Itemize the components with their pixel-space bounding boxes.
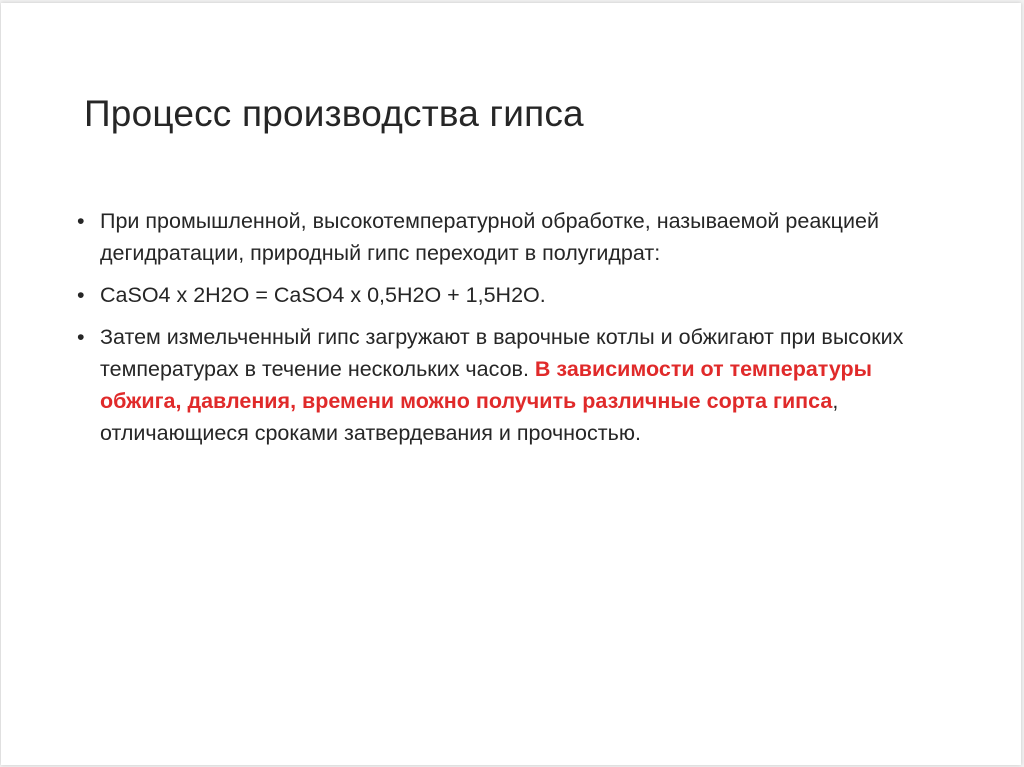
- highlighted-text: В зависимости от температуры обжига, давления, времени можно получить различные сорта гипса: [100, 357, 873, 413]
- bullet-item-process: [75, 321, 955, 449]
- slide: [1, 3, 1021, 765]
- bullet-dot-icon: •: [77, 209, 85, 233]
- bullet-item-formula: [75, 279, 955, 311]
- bullet-dot-icon: •: [77, 283, 85, 307]
- bullet-item-intro: [75, 205, 955, 269]
- formula-text: CaSO4 x 2H2O = CaSO4 x 0,5H2O + 1,5H2O.: [100, 283, 546, 307]
- bullet-text: Затем измельченный гипс загружают в варочные котлы и обжигают при высоких температурах в течение нескольких часов.: [100, 325, 904, 381]
- slide-title: Процесс производства гипса: [84, 93, 584, 134]
- bullet-dot-icon: •: [77, 325, 85, 349]
- bullet-list: [75, 205, 955, 459]
- bullet-text: , отличающиеся сроками затвердевания и прочностью.: [100, 389, 839, 445]
- bullet-text: При промышленной, высокотемпературной обработке, называемой реакцией дегидратации, природный гипс переходит в полугидрат:: [100, 209, 879, 265]
